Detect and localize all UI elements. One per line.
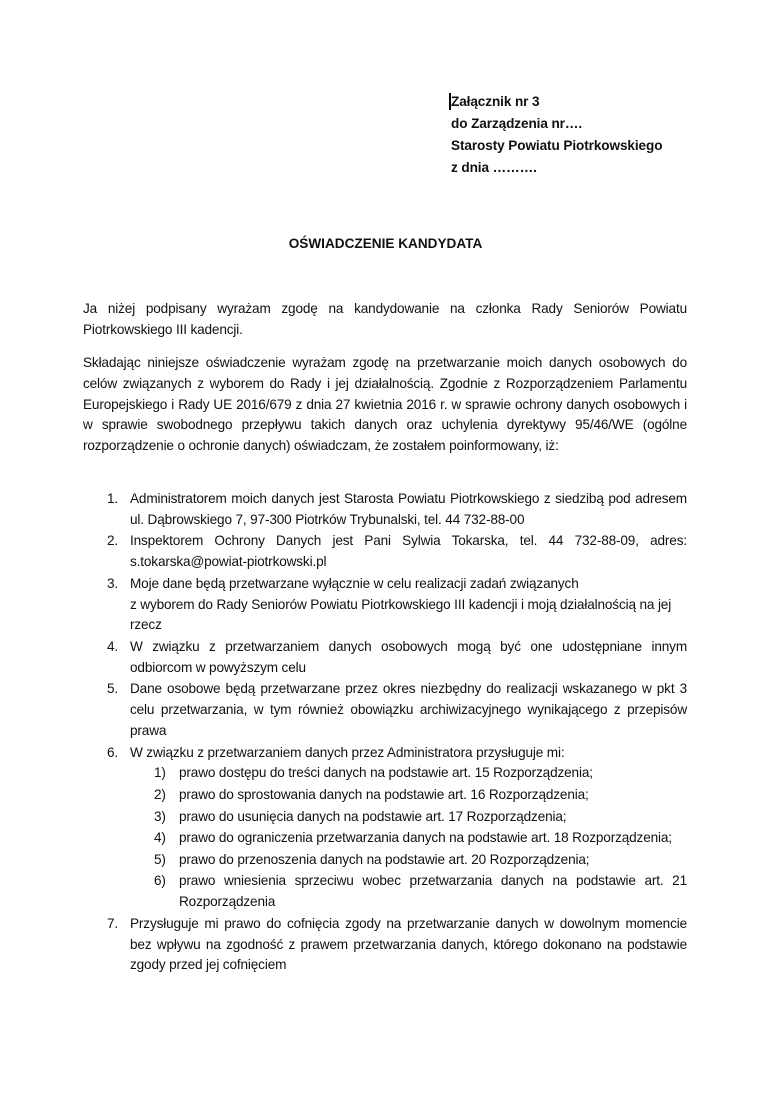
list-number: 3. bbox=[107, 575, 119, 591]
rights-sublist bbox=[130, 763, 687, 913]
list-item bbox=[83, 743, 687, 913]
list-number: 5. bbox=[107, 681, 119, 697]
information-list bbox=[83, 489, 687, 977]
list-item bbox=[83, 914, 687, 976]
list-item-text: Dane osobowe będą przetwarzane przez okres niezbędny do realizacji wskazanego w pkt 3 celu przetwarzania, w tym również obowiązku archiwizacyjnego wynikającego z przepisów prawa bbox=[130, 681, 687, 738]
sublist-item bbox=[83, 828, 687, 849]
sublist-item-text: prawo do usunięcia danych na podstawie art. 17 Rozporządzenia; bbox=[179, 808, 567, 824]
list-number: 2. bbox=[107, 533, 119, 549]
sublist-number: 1) bbox=[154, 765, 166, 781]
sublist-item-text: prawo dostępu do treści danych na podstawie art. 15 Rozporządzenia; bbox=[179, 765, 593, 781]
annex-number: Załącznik nr 3 bbox=[451, 94, 540, 109]
list-number: 1. bbox=[107, 491, 119, 506]
sublist-item bbox=[83, 850, 687, 871]
gdpr-paragraph: Składając niniejsze oświadczenie wyrażam zgodę na przetwarzanie moich danych osobowych do celów związanych z wyborem do Rady i jej działalnością. Zgodnie z Rozporządzeniem Parlamentu Europejskiego i Rady UE 2016/679 z dnia 27 kwietnia 2016 r. w sprawie ochrony danych osobowych i w sprawie swobodnego przepływu takich danych oraz uchylenia dyrektywy 95/46/WE (ogólne rozporządzenie o ochronie danych) oświadczam, że zostałem poinformowany, iż: bbox=[83, 355, 687, 454]
list-item-text-continued: z wyborem do Rady Seniorów Powiatu Piotrkowskiego III kadencji i moją działalnością na jej rzecz bbox=[130, 596, 672, 633]
list-number: 6. bbox=[107, 744, 119, 760]
list-item-text: Moje dane będą przetwarzane wyłącznie w celu realizacji zadań związanych bbox=[130, 575, 579, 591]
sublist-number: 5) bbox=[154, 851, 166, 867]
list-item bbox=[83, 574, 687, 636]
sublist-item-text: prawo do sprostowania danych na podstawie art. 16 Rozporządzenia; bbox=[179, 786, 589, 802]
annex-header bbox=[451, 91, 662, 179]
annex-issuer: Starosty Powiatu Piotrkowskiego bbox=[451, 138, 663, 153]
sublist-item bbox=[83, 763, 687, 784]
list-item bbox=[83, 531, 687, 573]
sublist-item bbox=[83, 871, 687, 913]
list-item-text: W związku z przetwarzaniem danych osobowych mogą być one udostępniane innym odbiorcom w powyższym celu bbox=[130, 638, 687, 675]
sublist-number: 3) bbox=[154, 808, 166, 824]
consent-paragraph: Ja niżej podpisany wyrażam zgodę na kandydowanie na członka Rady Seniorów Powiatu Piotrkowskiego III kadencji. bbox=[83, 301, 687, 337]
list-item bbox=[83, 637, 687, 679]
sublist-item bbox=[83, 807, 687, 828]
list-item-text: W związku z przetwarzaniem danych przez Administratora przysługuje mi: bbox=[130, 744, 565, 760]
list-item bbox=[83, 679, 687, 741]
annex-date: z dnia ………. bbox=[451, 160, 537, 175]
document-title: OŚWIADCZENIE KANDYDATA bbox=[288, 236, 483, 251]
list-number: 7. bbox=[107, 915, 119, 931]
annex-ordinance: do Zarządzenia nr…. bbox=[451, 116, 583, 131]
list-item bbox=[83, 489, 687, 531]
sublist-item-text: prawo wniesienia sprzeciwu wobec przetwarzania danych na podstawie art. 21 Rozporządzenia bbox=[179, 873, 687, 910]
sublist-number: 6) bbox=[154, 873, 166, 889]
sublist-number: 2) bbox=[154, 786, 166, 802]
text-cursor bbox=[449, 93, 451, 110]
sublist-item bbox=[83, 785, 687, 806]
list-item-text: Przysługuje mi prawo do cofnięcia zgody na przetwarzanie danych w dowolnym momencie bez wpływu na zgodność z prawem przetwarzania danych, którego dokonano na podstawie zgody przed jej cofnięciem bbox=[130, 915, 687, 973]
sublist-item-text: prawo do ograniczenia przetwarzania danych na podstawie art. 18 Rozporządzenia; bbox=[179, 830, 672, 846]
list-item-text: Administratorem moich danych jest Starosta Powiatu Piotrkowskiego z siedzibą pod adresem ul. Dąbrowskiego 7, 97-300 Piotrków Trybunalski, tel. 44 732-88-00 bbox=[130, 491, 687, 527]
list-number: 4. bbox=[107, 638, 119, 654]
sublist-number: 4) bbox=[154, 830, 166, 846]
sublist-item-text: prawo do przenoszenia danych na podstawie art. 20 Rozporządzenia; bbox=[179, 851, 590, 867]
list-item-text: Inspektorem Ochrony Danych jest Pani Sylwia Tokarska, tel. 44 732-88-09, adres: s.tokarska@powiat-piotrkowski.pl bbox=[130, 533, 687, 570]
